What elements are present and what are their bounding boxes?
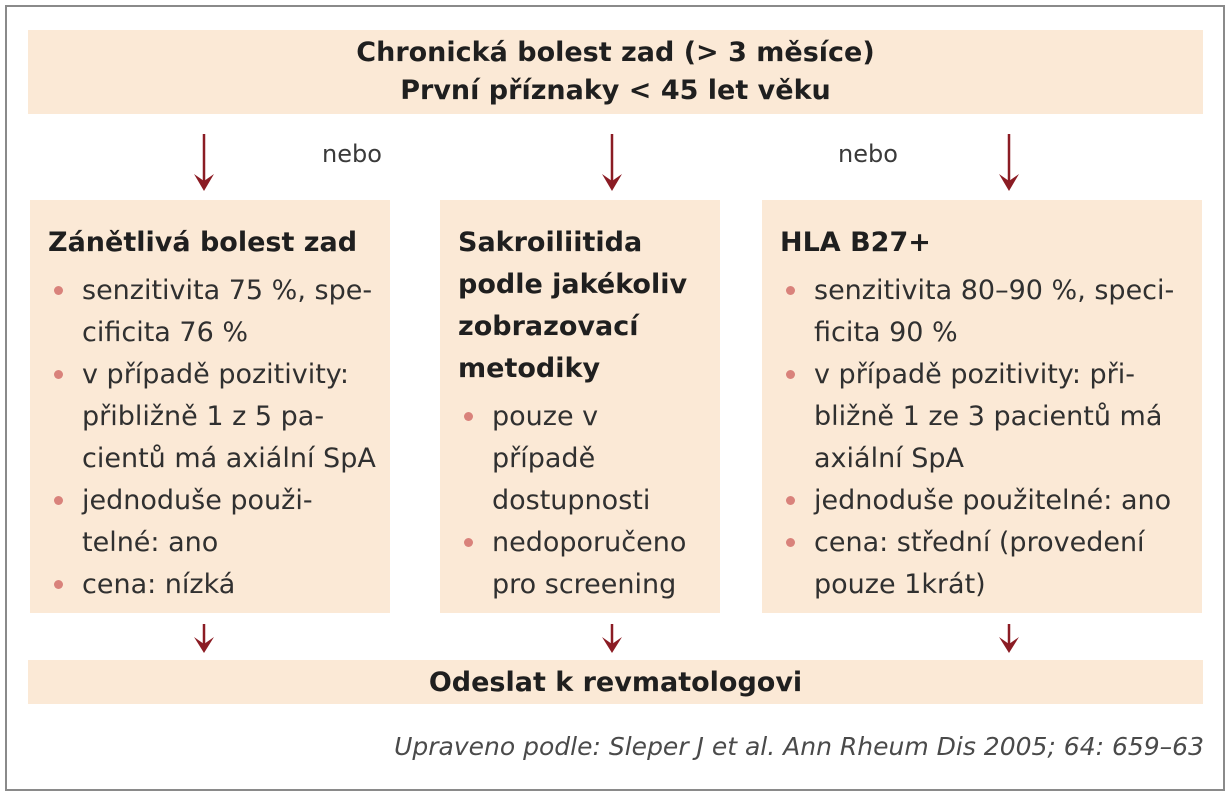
list-item: cena: střední (provedení pouze 1krát) [780,522,1202,606]
down-arrow-icon [193,624,215,654]
down-arrow-icon [193,134,215,192]
connector-label-or: nebo [322,140,382,168]
column-title: HLA B27+ [780,227,931,258]
list-item: cena: nízká [48,564,390,606]
down-arrow-icon [601,624,623,654]
list-item: nedoporučeno pro screening [458,522,720,606]
outcome-label: Odeslat k revmatologovi [428,666,803,698]
column-title: Zánětlivá bolest zad [48,227,358,258]
top-criteria-box [28,30,1203,114]
refer-to-rheumatologist-box [28,660,1203,704]
list-item: senzitivita 80–90 %, speci- ficita 90 % [780,270,1202,354]
connector-label-or: nebo [838,140,898,168]
inflammatory-back-pain-box [30,200,390,613]
down-arrow-icon [998,624,1020,654]
source-citation: Upraveno podle: Sleper J et al. Ann Rheum Dis 2005; 64: 659–63 [394,732,1204,761]
list-item: jednoduše použitelné: ano [780,480,1202,522]
top-line-2: První příznaky < 45 let věku [400,75,831,106]
down-arrow-icon [601,134,623,192]
list-item: v případě pozitivity: přibližně 1 z 5 pa- cientů má axiální SpA [48,354,390,480]
sacroiliitis-imaging-box [440,200,720,613]
list-item: senzitivita 75 %, spe- cificita 76 % [48,270,390,354]
hla-b27-box [762,200,1202,613]
down-arrow-icon [998,134,1020,192]
list-item: jednoduše použi- telné: ano [48,480,390,564]
top-line-1: Chronická bolest zad (> 3 měsíce) [356,37,875,68]
list-item: pouze v případě dostupnosti [458,396,720,522]
list-item: v případě pozitivity: při- bližně 1 ze 3 pacientů má axiální SpA [780,354,1202,480]
column-title: Sakroiliitida podle jakékoliv zobrazovací metodiky [458,227,688,384]
